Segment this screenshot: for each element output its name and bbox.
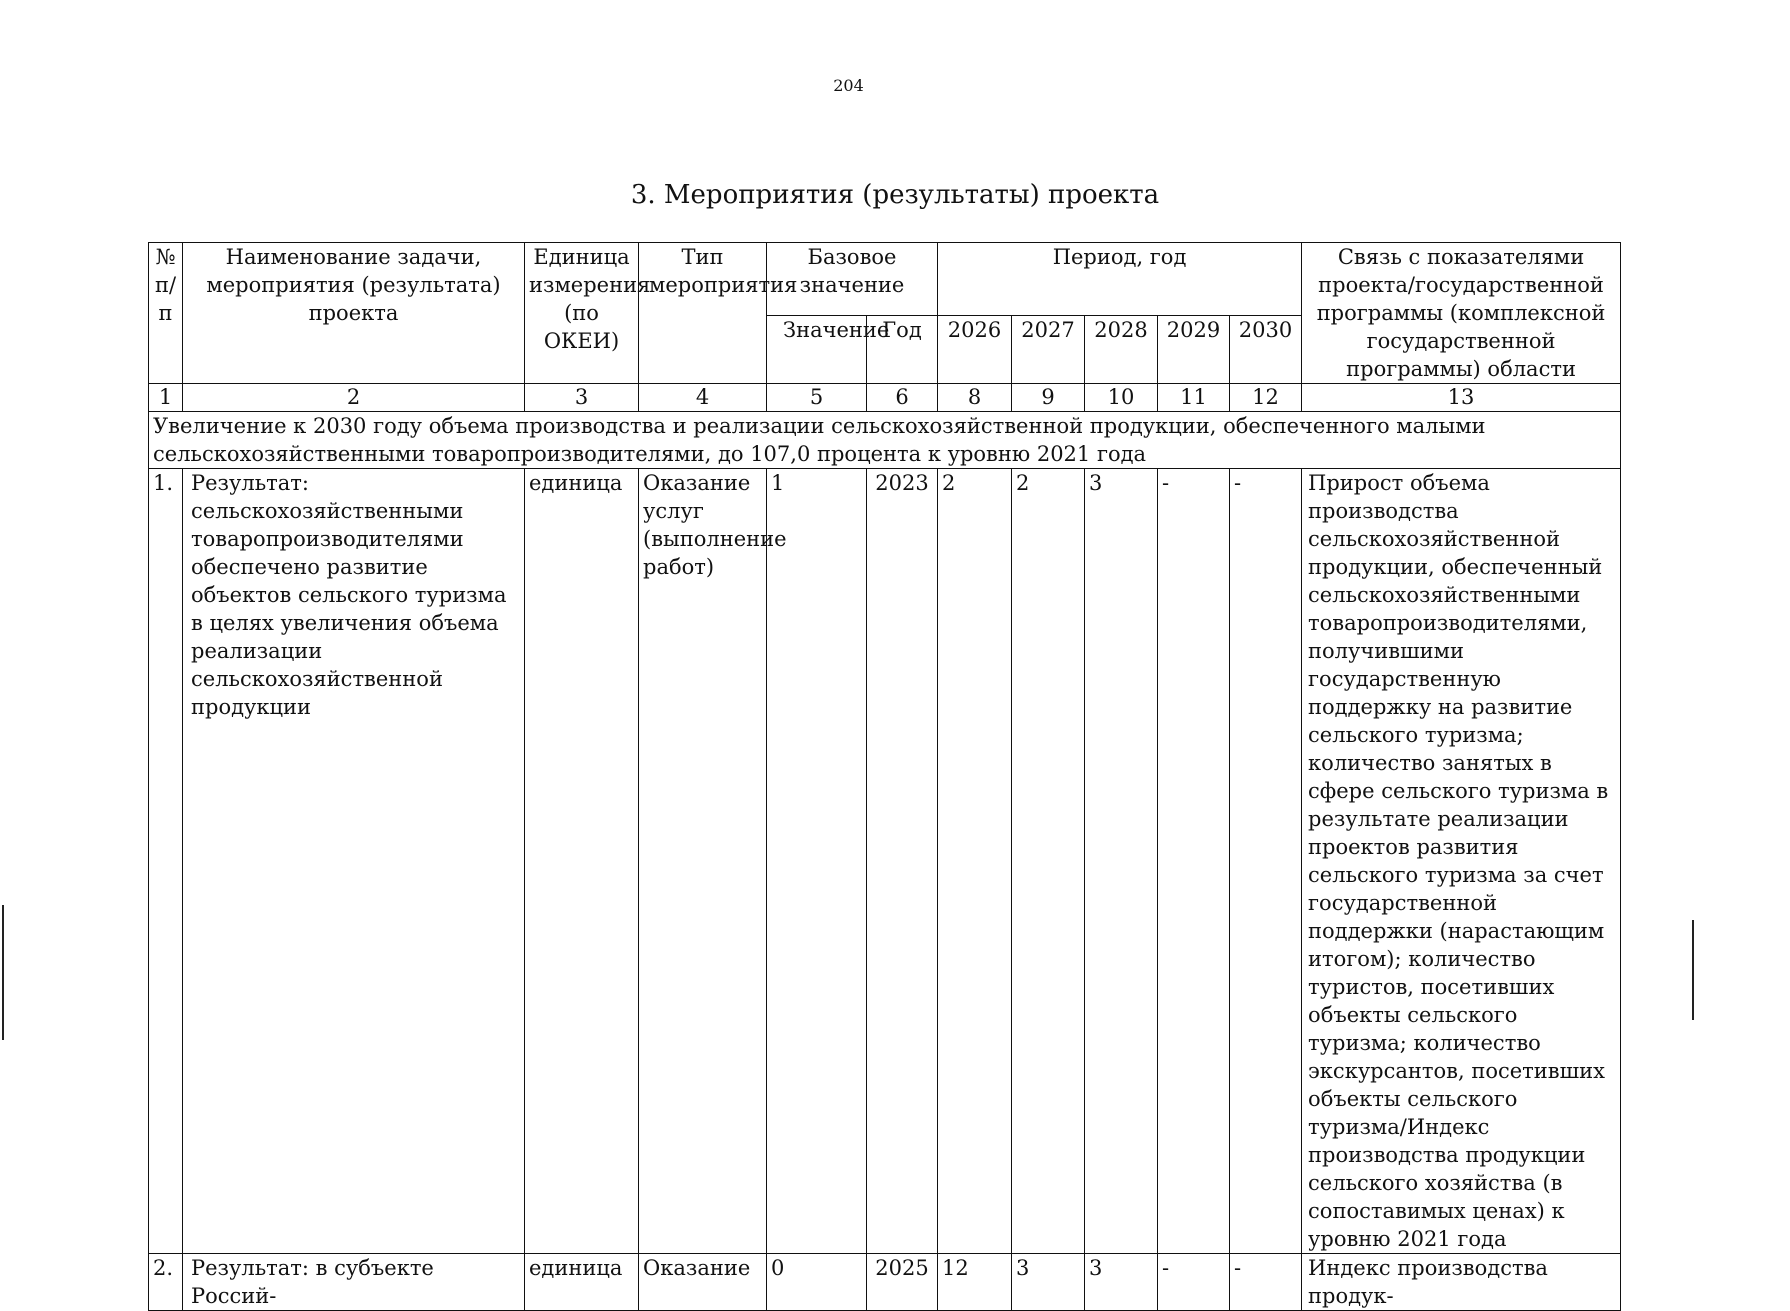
row-value-2026: 12	[938, 1254, 1012, 1311]
header-base-value-group: Базовое значение	[767, 243, 938, 316]
page-number: 204	[833, 76, 864, 95]
row-base-value: 1	[767, 469, 867, 1254]
column-number: 11	[1158, 384, 1230, 412]
row-base-value: 0	[767, 1254, 867, 1311]
row-value-2029: -	[1158, 469, 1230, 1254]
header-event-type: Тип мероприятия	[639, 243, 767, 384]
header-link-indicators: Связь с показателями проекта/государственной программы (комплексной государственной программы) области	[1302, 243, 1621, 384]
row-base-year: 2023	[867, 469, 938, 1254]
header-year-2029: 2029	[1158, 316, 1230, 384]
header-base-year: Год	[867, 316, 938, 384]
goal-statement: Увеличение к 2030 году объема производства и реализации сельскохозяйственной продукции, обеспеченного малыми сельскохозяйственными товаропроизводителями, до 107,0 процента к уровню 2021 года	[149, 412, 1621, 469]
column-number: 4	[639, 384, 767, 412]
header-base-value: Значение	[767, 316, 867, 384]
column-number: 12	[1230, 384, 1302, 412]
row-value-2030: -	[1230, 469, 1302, 1254]
left-binding-mark	[2, 905, 4, 1040]
table-row	[149, 469, 1621, 1254]
column-number: 3	[525, 384, 639, 412]
right-binding-mark	[1692, 920, 1694, 1020]
header-year-2026: 2026	[938, 316, 1012, 384]
row-unit: единица	[525, 469, 639, 1254]
row-number: 2.	[149, 1254, 183, 1311]
row-result-name: Результат: в субъекте Россий-	[183, 1254, 525, 1311]
column-number: 2	[183, 384, 525, 412]
row-event-type: Оказание	[639, 1254, 767, 1311]
row-linked-indicators: Индекс производства продук-	[1302, 1254, 1621, 1311]
column-number: 13	[1302, 384, 1621, 412]
header-year-2030: 2030	[1230, 316, 1302, 384]
column-number: 5	[767, 384, 867, 412]
row-event-type: Оказание услуг (выполнение работ)	[639, 469, 767, 1254]
column-number: 1	[149, 384, 183, 412]
row-value-2027: 3	[1012, 1254, 1085, 1311]
results-table	[148, 242, 1621, 1311]
row-value-2026: 2	[938, 469, 1012, 1254]
row-value-2027: 2	[1012, 469, 1085, 1254]
column-number: 6	[867, 384, 938, 412]
row-unit: единица	[525, 1254, 639, 1311]
table-row	[149, 1254, 1621, 1311]
row-value-2030: -	[1230, 1254, 1302, 1311]
row-base-year: 2025	[867, 1254, 938, 1311]
header-year-2028: 2028	[1085, 316, 1158, 384]
column-number: 10	[1085, 384, 1158, 412]
row-number: 1.	[149, 469, 183, 1254]
header-task-name: Наименование задачи, мероприятия (результата) проекта	[183, 243, 525, 384]
column-number: 8	[938, 384, 1012, 412]
column-number: 9	[1012, 384, 1085, 412]
row-value-2028: 3	[1085, 469, 1158, 1254]
section-title: 3. Мероприятия (результаты) проекта	[630, 180, 1160, 210]
header-number: № п/п	[149, 243, 183, 384]
row-value-2029: -	[1158, 1254, 1230, 1311]
header-unit: Единица измерения (по ОКЕИ)	[525, 243, 639, 384]
header-period-group: Период, год	[938, 243, 1302, 316]
header-year-2027: 2027	[1012, 316, 1085, 384]
row-value-2028: 3	[1085, 1254, 1158, 1311]
row-result-name: Результат: сельскохозяйственными товаропроизводителями обеспечено развитие объектов сельского туризма в целях увеличения объема реализации сельскохозяйственной продукции	[183, 469, 525, 1254]
row-linked-indicators: Прирост объема производства сельскохозяйственной продукции, обеспеченный сельскохозяйственными товаропроизводителями, получившими государственную поддержку на развитие сельского туризма; количество занятых в сфере сельского туризма в результате реализации проектов развития сельского туризма за счет государственной поддержки (нарастающим итогом); количество туристов, посетивших объекты сельского туризма; количество экскурсантов, посетивших объекты сельского туризма/Индекс производства продукции сельского хозяйства (в сопоставимых ценах) к уровню 2021 года	[1302, 469, 1621, 1254]
